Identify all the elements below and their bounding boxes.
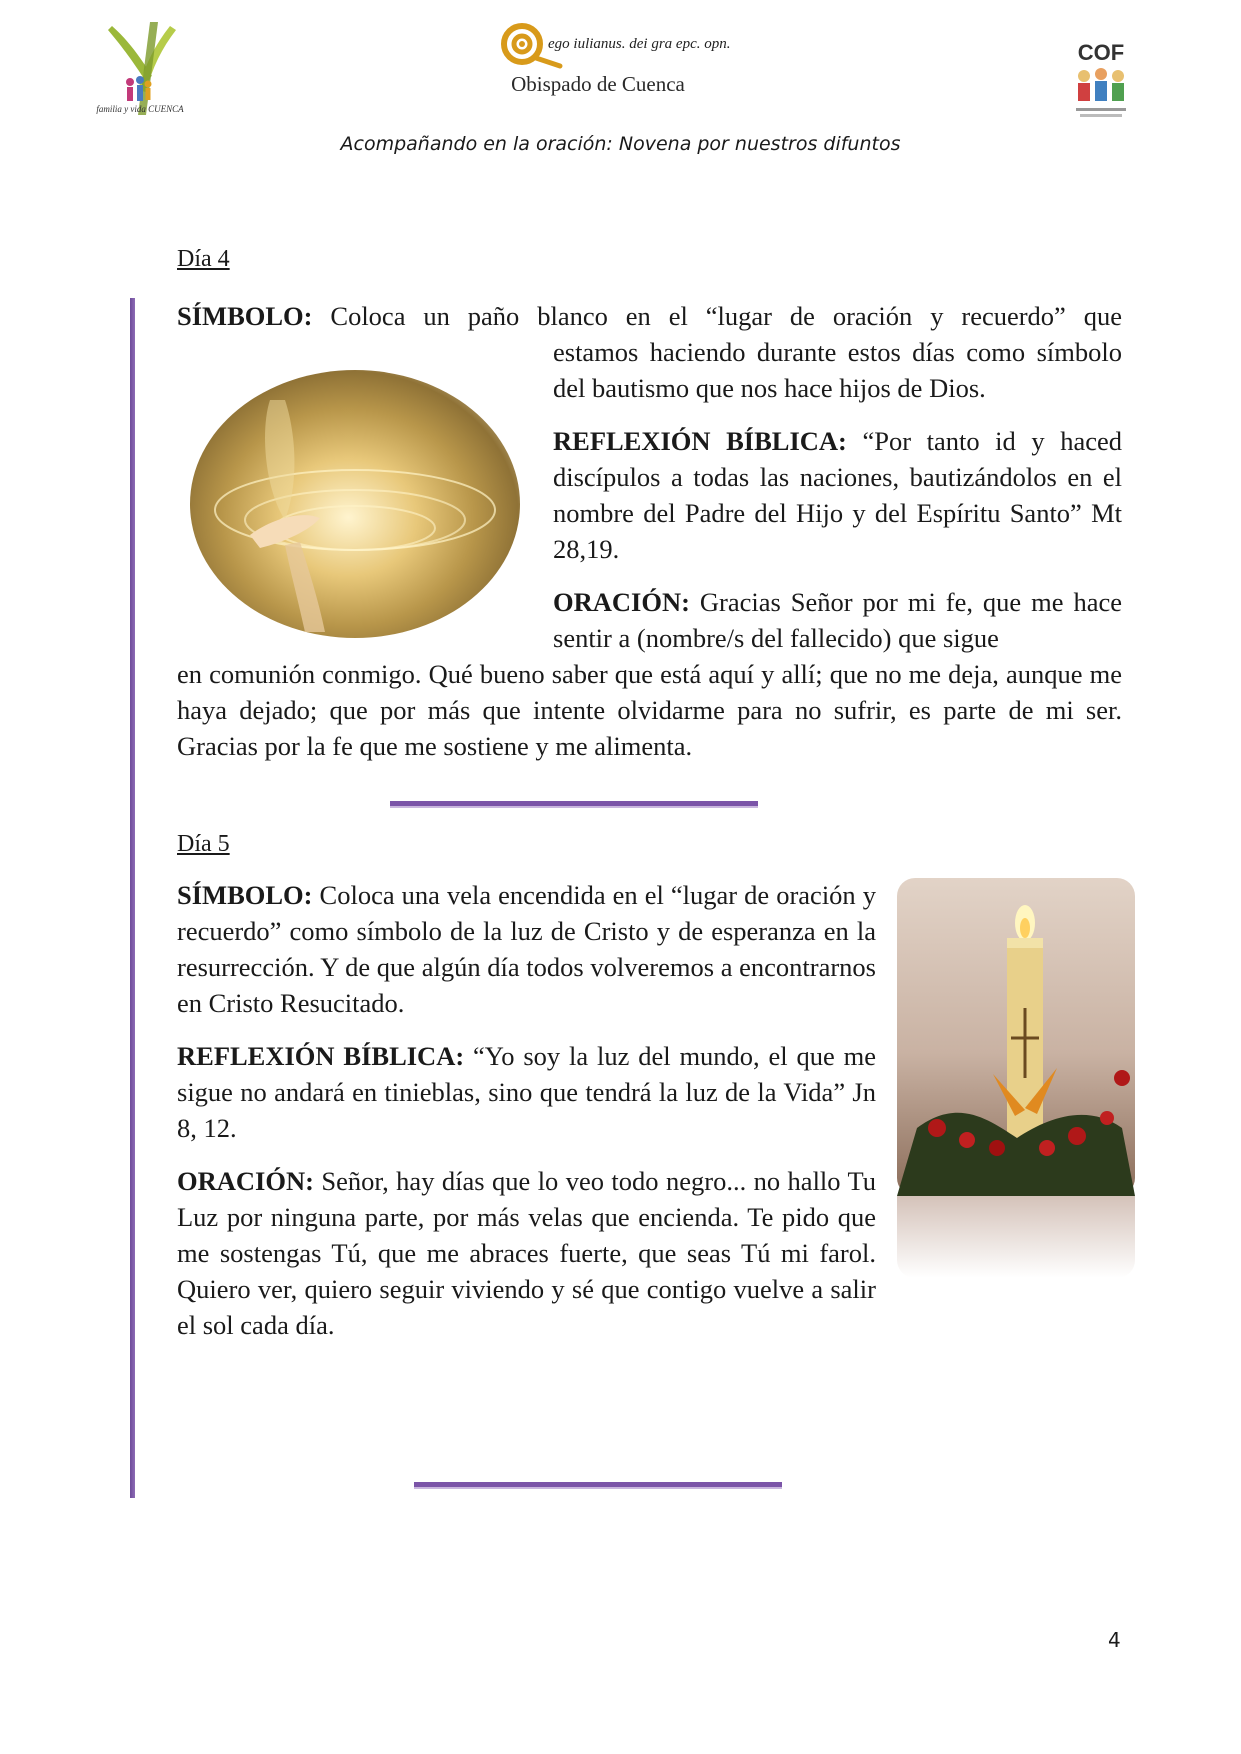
candle-image bbox=[897, 878, 1135, 1196]
day5-oracion-label: ORACIÓN: bbox=[177, 1166, 314, 1196]
day5-reflexion-label: REFLEXIÓN BÍBLICA: bbox=[177, 1041, 465, 1071]
familia-vida-logo bbox=[96, 20, 184, 128]
day4-simbolo-rest: estamos haciendo durante estos días como símbolo del bautismo que nos hace hijos de Dios. bbox=[553, 337, 1122, 403]
logo-left-text: familia y vida CUENCA bbox=[96, 104, 184, 114]
page-header-title: Acompañando en la oración: Novena por nuestros difuntos bbox=[340, 133, 901, 155]
cof-logo bbox=[1068, 36, 1134, 122]
day4-simbolo-label: SÍMBOLO: bbox=[177, 301, 313, 331]
section-separator-bottom bbox=[414, 1482, 782, 1487]
day4-reflexion-label: REFLEXIÓN BÍBLICA: bbox=[553, 426, 847, 456]
page-number: 4 bbox=[1108, 1628, 1121, 1652]
day5-oracion bbox=[177, 1163, 876, 1343]
day5-oracion-text: Señor, hay días que lo veo todo negro... no hallo Tu Luz por ninguna parte, por más velas que encienda. Te pido que me sostengas Tú, que me abraces fuerte, que seas Tú mi farol. Quiero ver, quiero seguir viviendo y sé que contigo vuelve a salir el sol cada día. bbox=[177, 1166, 877, 1340]
day4-oracion-label: ORACIÓN: bbox=[553, 587, 690, 617]
day5-reflexion-text: “Yo soy la luz del mundo, el que me sigue no andará en tinieblas, sino que tendrá la luz de la Vida” Jn 8, 12. bbox=[177, 1041, 876, 1143]
day4-simbolo-line1 bbox=[177, 298, 1122, 334]
day5-simbolo-label: SÍMBOLO: bbox=[177, 880, 313, 910]
logo-center-script: ego iulianus. dei gra epc. opn. bbox=[548, 36, 731, 52]
day4-oracion bbox=[553, 584, 1122, 656]
day5-simbolo-text: Coloca una vela encendida en el “lugar de oración y recuerdo” como símbolo de la luz de Cristo y de esperanza en la resurrección. Y de que algún día todos volveremos a encontrarnos en Cristo Resucitado. bbox=[177, 880, 876, 1018]
day4-title: Día 4 bbox=[177, 246, 230, 272]
day4-oracion-continuation: en comunión conmigo. Qué bueno saber que está aquí y allí; que no me deja, aunque me haya dejado; que por más que intente olvidarme para no sufrir, es parte de mi ser. Gracias por la fe que me sostiene y me alimenta. bbox=[177, 659, 1122, 761]
day4-oracion-text1: Gracias Señor por mi fe, que me hace sentir a (nombre/s del fallecido) que sigue bbox=[553, 587, 1123, 653]
water-hand-image bbox=[190, 370, 520, 638]
candle-image-reflection bbox=[897, 1196, 1135, 1278]
day4-reflexion-text: “Por tanto id y haced discípulos a todas las naciones, bautizándolos en el nombre del Padre del Hijo y del Espíritu Santo” Mt 28,19. bbox=[553, 426, 1122, 564]
day4-simbolo-text1: Coloca un paño blanco en el “lugar de oración y recuerdo” que bbox=[330, 301, 1122, 331]
logo-center-caption: Obispado de Cuenca bbox=[511, 72, 685, 96]
day5-title: Día 5 bbox=[177, 831, 230, 857]
day5-simbolo bbox=[177, 877, 876, 1021]
section-separator bbox=[390, 801, 758, 806]
day5-reflexion bbox=[177, 1038, 876, 1146]
day4-reflexion bbox=[553, 423, 1122, 567]
cof-logo-text: COF bbox=[1077, 40, 1125, 65]
obispado-logo bbox=[500, 22, 731, 102]
left-purple-bar bbox=[130, 298, 135, 1498]
